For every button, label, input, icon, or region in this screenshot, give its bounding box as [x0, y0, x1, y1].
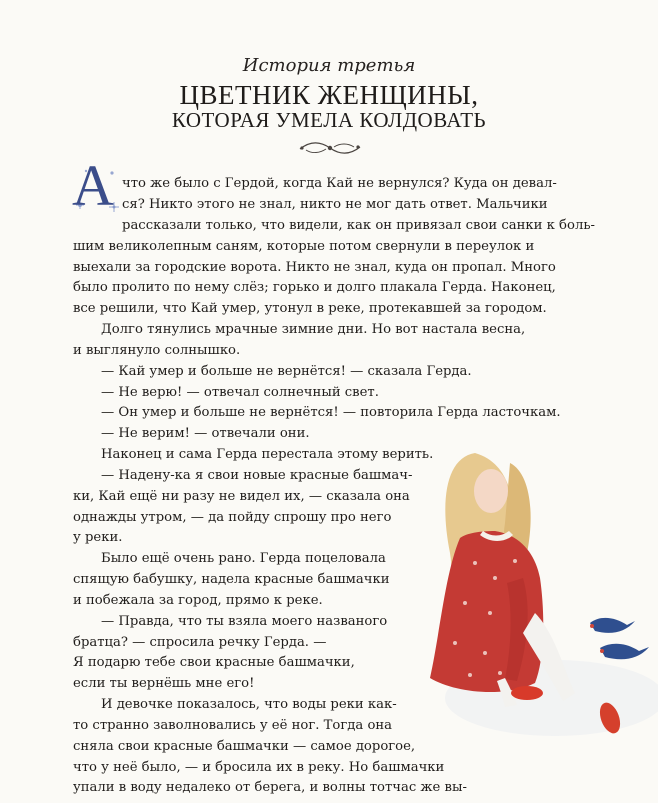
text-line: шим великолепным саням, которые потом свернули в переулок и — [73, 239, 535, 254]
text-line: однажды утром, — да пойду спрошу про него — [73, 510, 392, 525]
text-line: ки, Кай ещё ни разу не видел их, — сказала она — [73, 489, 410, 504]
text-line: Было ещё очень рано. Герда поцеловала — [101, 551, 386, 566]
ornament-flourish-icon — [296, 138, 364, 158]
text-line: Наконец и сама Герда перестала этому верить. — [101, 447, 434, 462]
text-line: упали в воду недалеко от берега, и волны тотчас же вы- — [73, 780, 467, 795]
text-line: и побежала за город, прямо к реке. — [73, 593, 323, 608]
text-line: что у неё было, — и бросила их в реку. Но башмачки — [73, 760, 445, 775]
text-line: И девочке показалось, что воды реки как- — [101, 697, 397, 712]
text-line: Я подарю тебе свои красные башмачки, — [73, 655, 355, 670]
text-line: сняла свои красные башмачки — самое дорогое, — [73, 739, 416, 754]
text-line: Долго тянулись мрачные зимние дни. Но вот настала весна, — [101, 322, 526, 337]
gerda-illustration — [405, 443, 658, 743]
text-line: — Правда, что ты взяла моего названого — [101, 614, 388, 629]
text-line: — Надену-ка я свои новые красные башмач- — [101, 468, 413, 483]
text-line: было пролито по нему слёз; горько и долго плакала Герда. Наконец, — [73, 280, 556, 295]
chapter-subtitle: История третья — [242, 55, 416, 76]
chapter-title-line-1: ЦВЕТНИК ЖЕНЩИНЫ, — [179, 80, 479, 110]
text-line: спящую бабушку, надела красные башмачки — [73, 572, 390, 587]
text-line: — Не верим! — отвечали они. — [101, 426, 310, 441]
text-line: рассказали только, что видели, как он привязал свои санки к боль- — [122, 218, 595, 233]
text-line: если ты вернёшь мне его! — [73, 676, 255, 691]
text-line: — Не верю! — отвечал солнечный свет. — [101, 385, 379, 400]
text-line: все решили, что Кай умер, утонул в реке, протекавшей за городом. — [73, 301, 547, 316]
text-line: ся? Никто этого не знал, никто не мог дать ответ. Мальчики — [122, 197, 548, 212]
text-line: выехали за городские ворота. Никто не знал, куда он пропал. Много — [73, 260, 556, 275]
text-line: и выглянуло солнышко. — [73, 343, 241, 358]
text-line: братца? — спросила речку Герда. — — [73, 635, 327, 650]
text-line: у реки. — [73, 530, 123, 545]
text-line: что же было с Гердой, когда Кай не вернулся? Куда он девал- — [122, 176, 557, 191]
text-line: — Он умер и больше не вернётся! — повторила Герда ласточкам. — [101, 405, 561, 420]
drop-cap — [72, 153, 120, 218]
text-line: — Кай умер и больше не вернётся! — сказала Герда. — [101, 364, 472, 379]
chapter-title-line-2: КОТОРАЯ УМЕЛА КОЛДОВАТЬ — [171, 108, 487, 132]
text-line: то странно заволновались у её ног. Тогда она — [73, 718, 393, 733]
drop-cap-letter: А — [72, 153, 114, 218]
